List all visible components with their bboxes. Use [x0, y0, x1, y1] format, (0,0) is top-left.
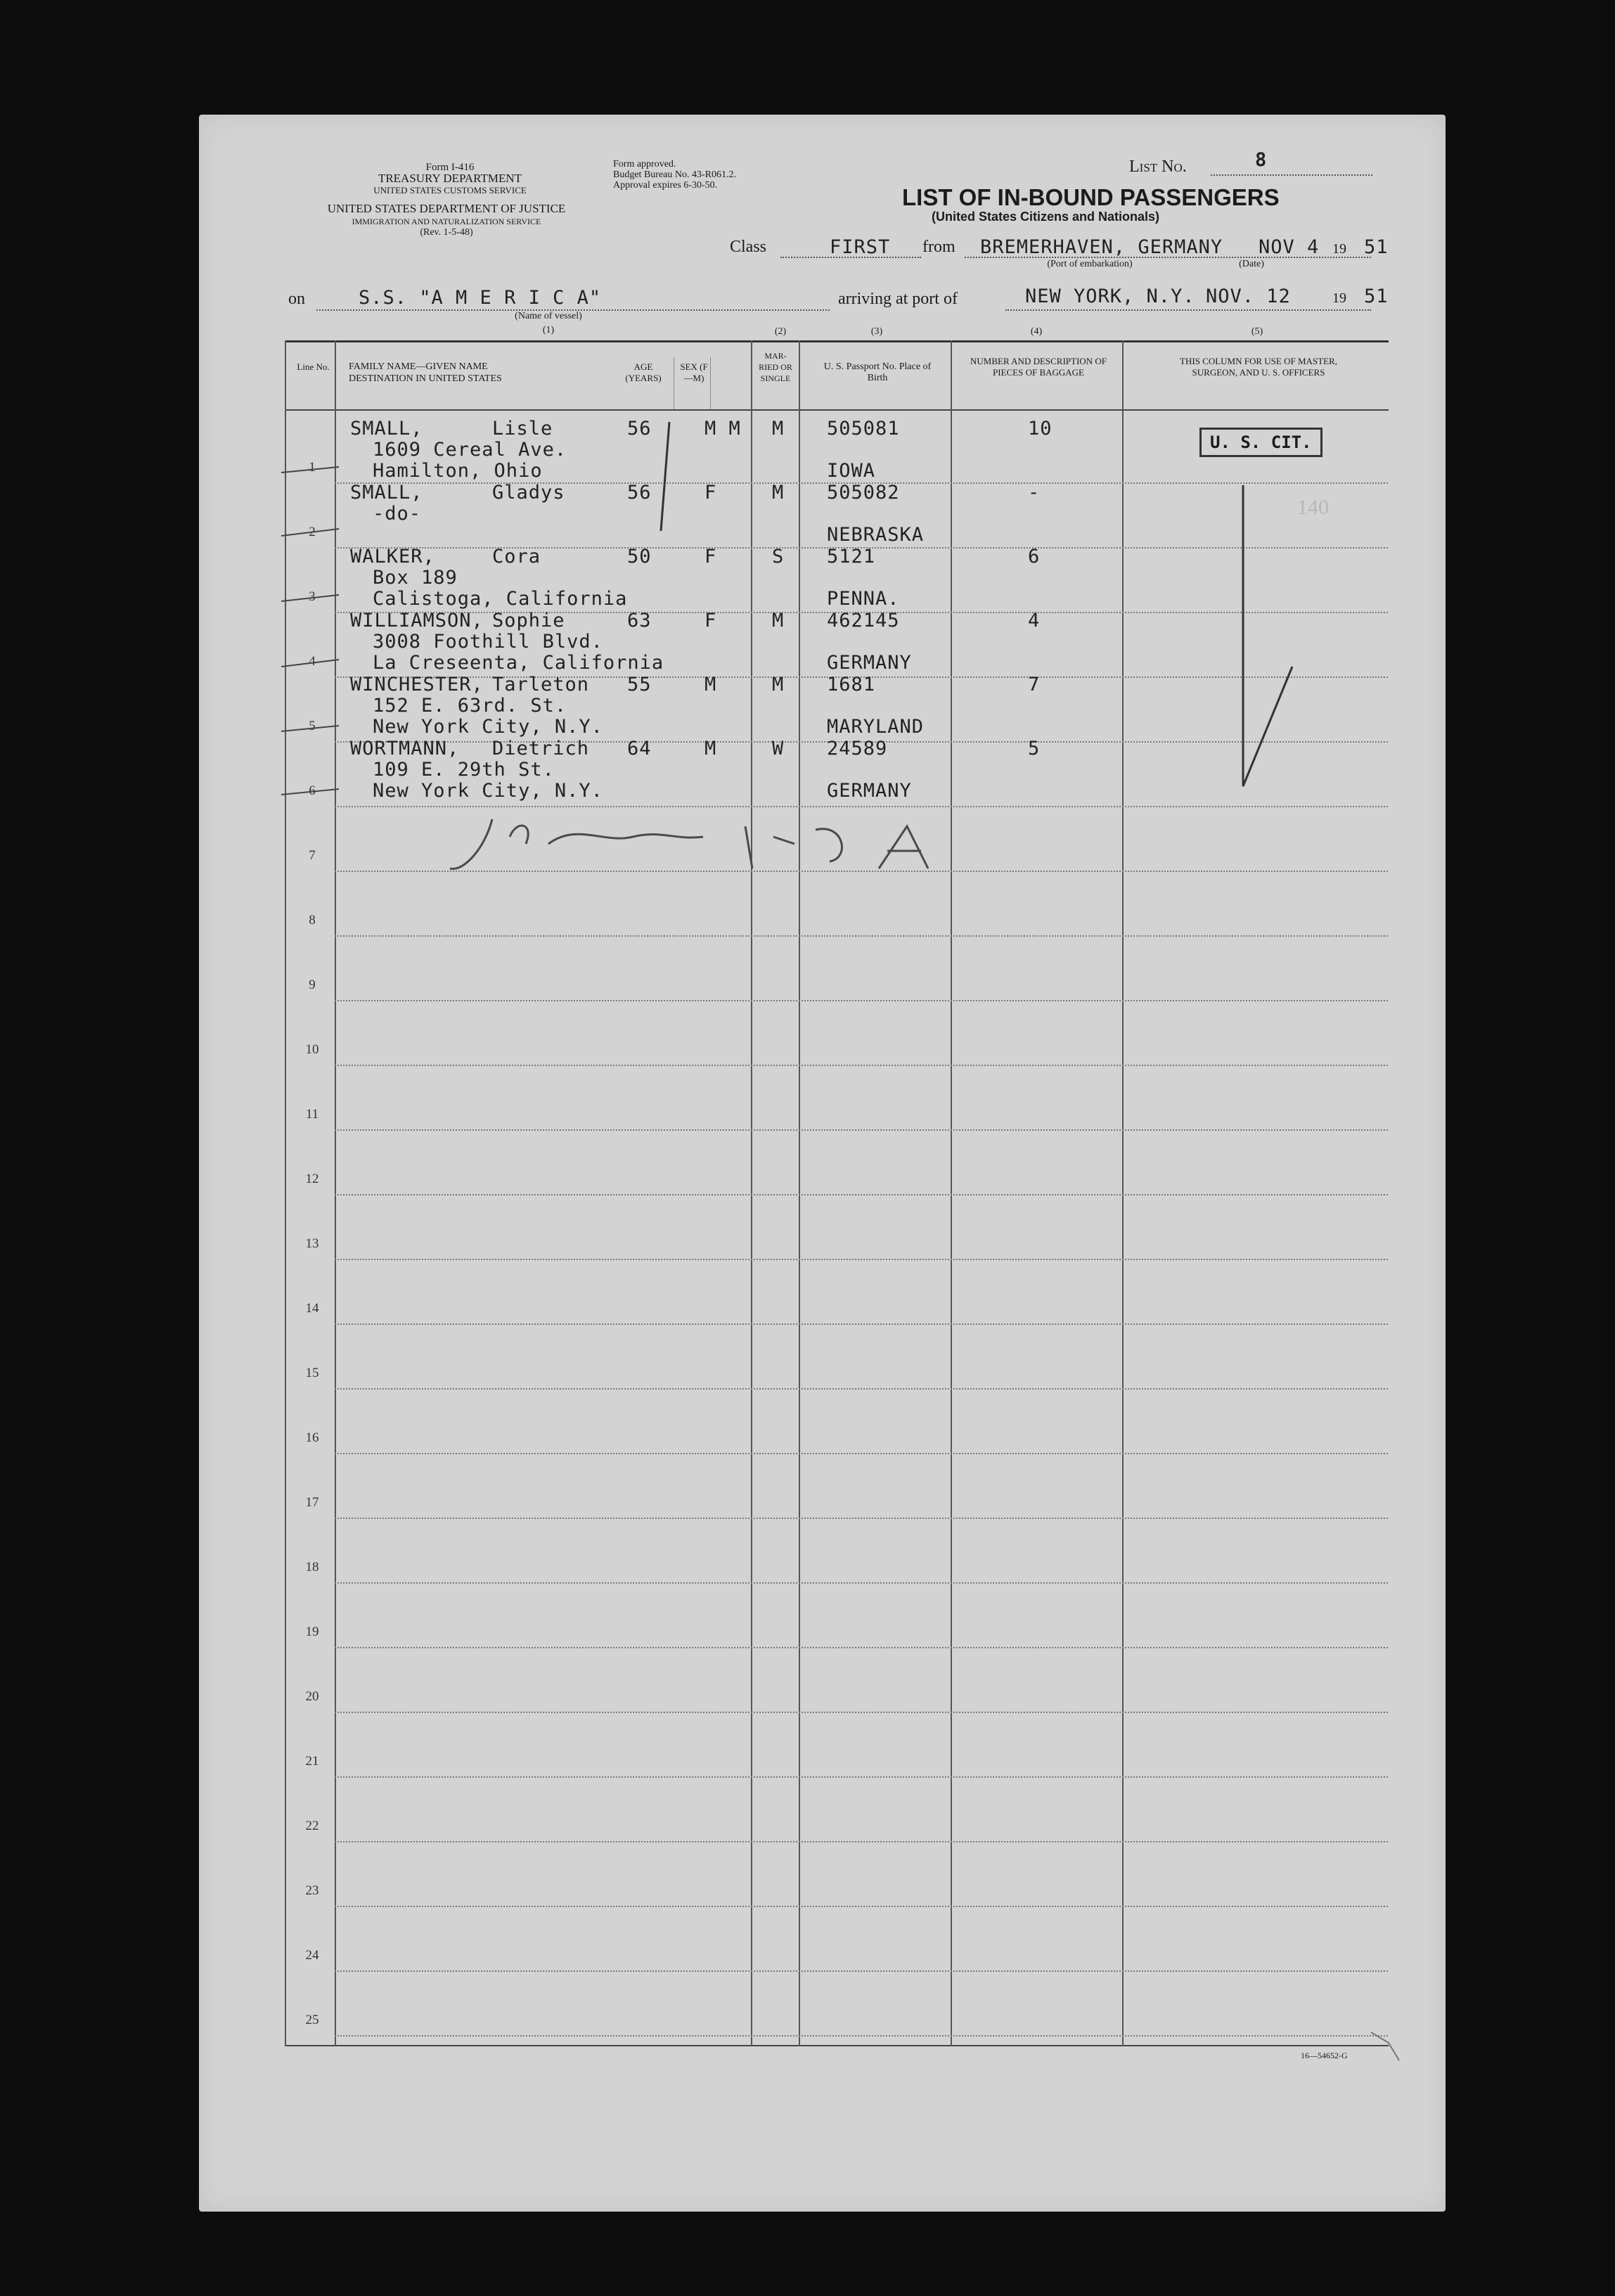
class-label: Class [730, 238, 767, 256]
passenger-family-name: SMALL, [350, 482, 423, 504]
list-number-label: List No. [1129, 158, 1187, 176]
header-age: AGE (YEARS) [625, 361, 662, 383]
line-number: 23 [305, 1883, 319, 1898]
header-sex: SEX (F—M) [680, 361, 708, 383]
on-label: on [288, 290, 305, 308]
faint-number-mark: 140 [1297, 496, 1329, 519]
passenger-address-line-1: 152 E. 63rd. St. [373, 695, 567, 717]
port-of-arrival: NEW YORK, N.Y. [1025, 286, 1195, 307]
vessel-col-number: (1) [542, 325, 555, 335]
port-of-embarkation: BREMERHAVEN, GERMANY [980, 236, 1223, 258]
line-number: 11 [305, 1107, 319, 1122]
passenger-passport-no: 1681 [827, 674, 876, 695]
passenger-address-line-1: 1609 Cereal Ave. [373, 439, 567, 461]
line-number: 13 [305, 1236, 319, 1251]
passenger-family-name: SMALL, [350, 418, 423, 440]
passenger-birthplace: PENNA. [827, 588, 900, 610]
passenger-passport-no: 505082 [827, 482, 900, 504]
passenger-address-line-2: La Creseenta, California [373, 652, 664, 674]
line-number: 12 [305, 1172, 319, 1186]
col-number-4: (4) [1030, 326, 1043, 337]
tick-line-2 [281, 529, 339, 536]
line-number: 14 [305, 1301, 319, 1316]
passenger-given-name: Sophie [492, 610, 565, 631]
passenger-age: 64 [627, 738, 652, 759]
tick-line-4 [281, 660, 339, 667]
embark-year: 51 [1364, 236, 1389, 258]
line-number: 7 [309, 848, 316, 863]
passenger-age: 56 [627, 482, 652, 504]
citizen-stamp: U. S. CIT. [1199, 428, 1323, 457]
treasury-dept: TREASURY DEPARTMENT [378, 172, 522, 185]
line-number: 6 [309, 783, 316, 798]
footer-code: 16—54652-G [1301, 2051, 1348, 2060]
col-number-5: (5) [1251, 326, 1263, 337]
passenger-sex: F [704, 482, 717, 504]
passenger-marital-status: W [772, 738, 785, 759]
class-value: FIRST [830, 236, 891, 258]
passenger-address-line-2: Hamilton, Ohio [373, 460, 543, 482]
passenger-given-name: Cora [492, 546, 541, 567]
customs-service: UNITED STATES CUSTOMS SERVICE [373, 185, 527, 195]
revision: (Rev. 1-5-48) [420, 227, 473, 238]
passenger-birthplace: GERMANY [827, 780, 912, 802]
passenger-sex: F [704, 546, 717, 567]
approval-line-1: Form approved. [613, 159, 676, 169]
form-number: Form I-416 [425, 162, 475, 173]
justice-dept: UNITED STATES DEPARTMENT OF JUSTICE [327, 202, 566, 215]
passenger-birthplace: MARYLAND [827, 716, 925, 738]
line-number: 5 [309, 719, 316, 733]
passenger-address-line-1: Box 189 [373, 567, 458, 589]
passenger-birthplace: IOWA [827, 460, 876, 482]
vessel-name: S.S. "A M E R I C A" [359, 287, 602, 309]
line-number: 9 [309, 977, 316, 992]
passenger-sex: M [704, 738, 717, 759]
line-number: 20 [305, 1689, 319, 1704]
passenger-age: 50 [627, 546, 652, 567]
line-number: 19 [305, 1624, 319, 1639]
passenger-passport-no: 462145 [827, 610, 900, 631]
passenger-sex: M M [704, 418, 741, 440]
header-baggage: NUMBER AND DESCRIPTION OF PIECES OF BAGGAGE [970, 356, 1107, 378]
line-number: 2 [309, 525, 316, 539]
header-officers: THIS COLUMN FOR USE OF MASTER, SURGEON, AND U. S. OFFICERS [1180, 356, 1337, 378]
embark-year-prefix: 19 [1332, 241, 1346, 257]
line-number: 21 [305, 1754, 319, 1769]
approval-line-2: Budget Bureau No. 43-R061.2. [613, 169, 736, 180]
header-name: FAMILY NAME—GIVEN NAME [349, 361, 488, 372]
passenger-given-name: Lisle [492, 418, 553, 440]
manifest-title: LIST OF IN-BOUND PASSENGERS [902, 184, 1280, 210]
passenger-marital-status: M [772, 674, 785, 695]
arrival-date: NOV. 12 [1206, 286, 1291, 307]
manifest-subtitle: (United States Citizens and Nationals) [932, 210, 1160, 224]
embark-date: NOV 4 [1259, 236, 1320, 258]
passenger-age: 55 [627, 674, 652, 695]
line-number: 15 [305, 1366, 319, 1380]
passenger-passport-no: 505081 [827, 418, 900, 440]
passenger-family-name: WINCHESTER, [350, 674, 484, 695]
passenger-baggage: 10 [1028, 418, 1053, 440]
passenger-passport-no: 24589 [827, 738, 888, 759]
vessel-caption: (Name of vessel) [515, 311, 582, 321]
tick-line-1 [281, 467, 339, 473]
passenger-sex: F [704, 610, 717, 631]
passenger-address-line-2: New York City, N.Y. [373, 780, 603, 802]
header-married: MAR- RIED OR SINGLE [759, 351, 792, 383]
passenger-family-name: WILLIAMSON, [350, 610, 484, 631]
from-label: from [922, 238, 956, 256]
ins-service: IMMIGRATION AND NATURALIZATION SERVICE [352, 217, 541, 226]
passenger-birthplace: NEBRASKA [827, 524, 925, 546]
passenger-marital-status: S [772, 546, 785, 567]
corner-mark [1371, 2032, 1399, 2060]
arrival-year: 51 [1364, 286, 1389, 307]
passenger-address-line-1: 3008 Foothill Blvd. [373, 631, 603, 653]
col-number-2: (2) [774, 326, 787, 337]
check-mark-2 [1243, 485, 1292, 786]
tick-line-6 [281, 789, 339, 795]
passenger-birthplace: GERMANY [827, 652, 912, 674]
passenger-baggage: 4 [1028, 610, 1041, 631]
passenger-family-name: WORTMANN, [350, 738, 460, 759]
passenger-address-line-2: New York City, N.Y. [373, 716, 603, 738]
line-number: 18 [305, 1560, 319, 1575]
passenger-passport-no: 5121 [827, 546, 876, 567]
passenger-marital-status: M [772, 418, 785, 440]
passenger-given-name: Gladys [492, 482, 565, 504]
passenger-baggage: 5 [1028, 738, 1041, 759]
col-number-3: (3) [870, 326, 883, 337]
passenger-sex: M [704, 674, 717, 695]
embark-date-caption: (Date) [1239, 259, 1264, 269]
line-number: 8 [309, 913, 316, 928]
port-embark-caption: (Port of embarkation) [1047, 259, 1133, 269]
header-passport: U. S. Passport No. Place of Birth [823, 361, 932, 383]
passenger-address-line-1: 109 E. 29th St. [373, 759, 555, 781]
approval-line-3: Approval expires 6-30-50. [613, 180, 718, 191]
line-number: 25 [305, 2013, 319, 2027]
passenger-address-line-2: Calistoga, California [373, 588, 628, 610]
line-number: 24 [305, 1948, 319, 1963]
check-mark-1 [661, 422, 669, 531]
passenger-baggage: 7 [1028, 674, 1041, 695]
list-number: 8 [1255, 149, 1268, 171]
line-number: 16 [305, 1430, 319, 1445]
handwritten-annotation [450, 819, 928, 868]
passenger-baggage: - [1028, 482, 1041, 504]
line-number: 3 [309, 589, 316, 604]
arriving-label: arriving at port of [838, 290, 958, 308]
passenger-address-line-1: -do- [373, 503, 422, 525]
tick-line-5 [281, 726, 339, 731]
passenger-age: 63 [627, 610, 652, 631]
line-number: 10 [305, 1042, 319, 1057]
passenger-given-name: Dietrich [492, 738, 590, 759]
header-destination: DESTINATION IN UNITED STATES [349, 373, 502, 384]
line-number: 4 [309, 654, 316, 669]
passenger-family-name: WALKER, [350, 546, 435, 567]
header-line-no: Line No. [297, 361, 330, 372]
passenger-age: 56 [627, 418, 652, 440]
arrival-year-prefix: 19 [1332, 290, 1346, 306]
line-number: 22 [305, 1819, 319, 1833]
line-number: 1 [309, 460, 316, 475]
tick-line-3 [281, 595, 339, 601]
line-number: 17 [305, 1495, 319, 1510]
passenger-marital-status: M [772, 482, 785, 504]
passenger-baggage: 6 [1028, 546, 1041, 567]
passenger-marital-status: M [772, 610, 785, 631]
passenger-given-name: Tarleton [492, 674, 590, 695]
